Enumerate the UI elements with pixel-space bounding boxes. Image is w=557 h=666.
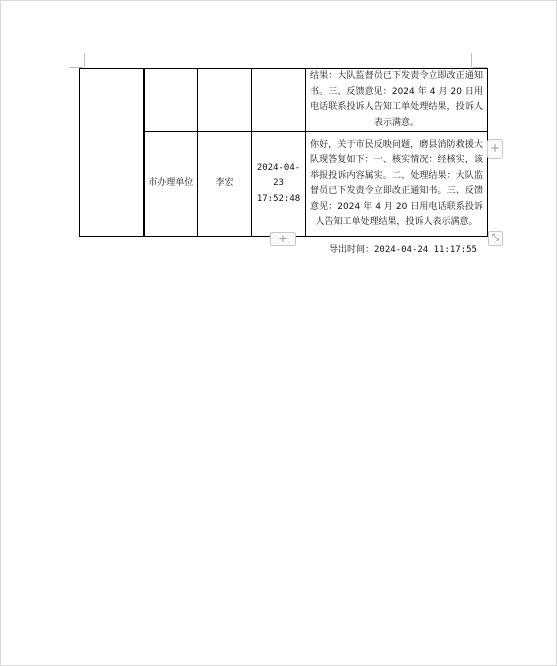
table-row bbox=[80, 69, 488, 132]
add-column-button[interactable]: + bbox=[487, 139, 503, 159]
export-timestamp: 2024-04-24 11:17:55 bbox=[374, 245, 477, 255]
content-cell: 结果：大队监督员已下发责令立即改正通知书。三、反馈意见：2024 年 4 月 20 日用电话联系投诉人告知工单处理结果，投诉人表示满意。 bbox=[306, 69, 488, 132]
dept-cell: 市办理单位 bbox=[144, 132, 198, 237]
time-cell bbox=[252, 69, 306, 132]
time-cell: 2024-04-23 17:52:48 bbox=[252, 132, 306, 237]
crop-mark-top-right bbox=[471, 53, 472, 67]
crop-mark-top-left bbox=[84, 53, 85, 67]
export-label: 导出时间： bbox=[329, 245, 375, 255]
add-row-button[interactable]: + bbox=[270, 232, 296, 246]
handler-cell bbox=[198, 69, 252, 132]
content-cell: 你好，关于市民反映问题，磨县消防救援大队现答复如下：一、核实情况：经核实，该举报投诉内容属实。二、处理结果：大队监督员已下发责令立即改正通知书。三、反馈意见：2024 年 4 月 20 日用电话联系投诉人告知工单处理结果，投诉人表示满意。 bbox=[306, 132, 488, 237]
export-time bbox=[329, 242, 477, 255]
record-table bbox=[79, 68, 488, 237]
merged-cell bbox=[80, 69, 144, 237]
table-resize-icon[interactable]: ⤡ bbox=[488, 231, 503, 246]
handler-cell: 李宏 bbox=[198, 132, 252, 237]
dept-cell bbox=[144, 69, 198, 132]
